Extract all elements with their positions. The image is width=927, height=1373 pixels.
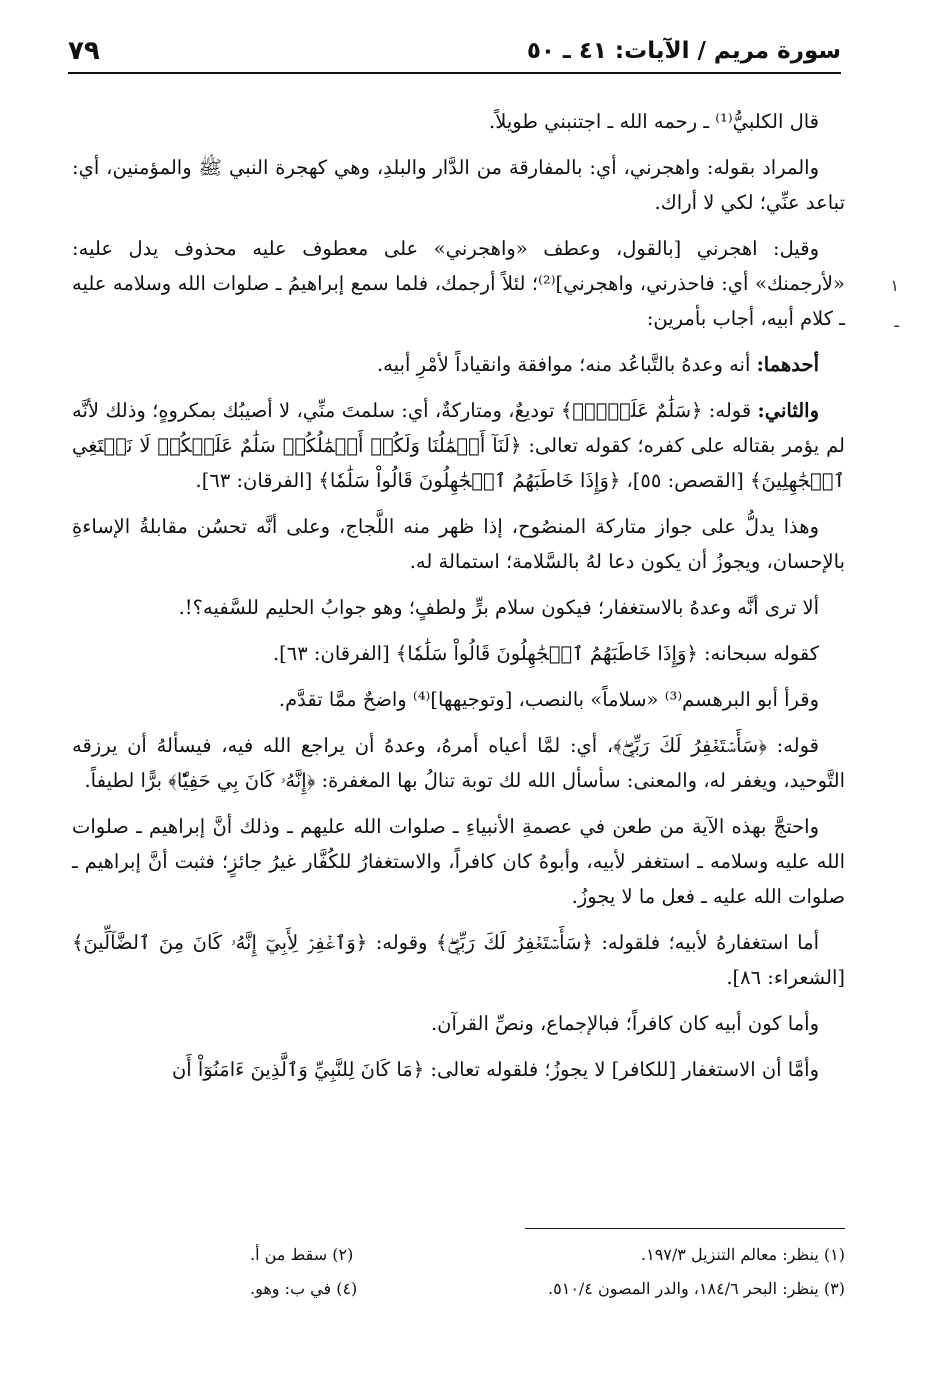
- footnote: (١) ينظر: معالم التنزيل ١٩٧/٣.: [641, 1245, 845, 1264]
- paragraph: كقوله سبحانه: ﴿وَإِذَا خَاطَبَهُمُ ٱلۡجَٰهِلُونَ قَالُواْ سَلَٰمٗا﴾ [الفرقان: ٦٣].: [272, 642, 819, 665]
- paragraph: قوله: ﴿سَأَسۡتَغۡفِرُ لَكَ رَبِّيٓۖ﴾، أي: لمَّا أعياه أمرهُ، وعدهُ أن يراجع الله فيه، فيسألهُ أن يرزقه التَّوحيد، ويغفر له، والمعنى: سأسأل الله لك توبة تنالُ بها المغفرة: ﴿إِنَّهُۥ كَانَ بِي حَفِيّٗا﴾ برًّا لطيفاً.: [72, 734, 845, 792]
- paragraph: والثاني: قوله: ﴿سَلَٰمٌ عَلَيۡكَۖ﴾ توديعٌ، ومتاركةٌ، أي: سلمتَ منِّي، لا أصيبُك بمكروهٍ؛ وذلك لأنَّه لم يؤمر بقتاله على كفره؛ كقوله تعالى: ﴿لَنَآ أَعۡمَٰلُنَا وَلَكُمۡ أَعۡمَٰلُكُمۡ سَلَٰمٌ عَلَيۡكُمۡ لَا نَبۡتَغِي ٱلۡجَٰهِلِينَ﴾ [القصص: ٥٥]، ﴿وَإِذَا خَاطَبَهُمُ ٱلۡجَٰهِلُونَ قَالُواْ سَلَٰمٗا﴾ [الفرقان: ٦٣].: [72, 399, 845, 492]
- paragraph: ألا ترى أنَّه وعدهُ بالاستغفار؛ فيكون سلام برٍّ ولطفٍ؛ وهو جوابُ الحليم للسَّفيه؟!.: [178, 596, 819, 619]
- paragraph: وأمَّا أن الاستغفار [للكافر] لا يجوزُ؛ فلقوله تعالى: ﴿مَا كَانَ لِلنَّبِيِّ وَٱلَّذِينَ ءَامَنُوٓاْ أَن: [171, 1058, 819, 1081]
- paragraph: قال الكلبيُّ⁽¹⁾ ـ رحمه الله ـ اجتنبني طويلاً.: [489, 110, 819, 133]
- footnotes: [250, 1238, 845, 1306]
- margin-mark: ـ: [894, 312, 899, 331]
- paragraph-lead: والثاني:: [757, 399, 819, 422]
- paragraph: أما استغفارهُ لأبيه؛ فلقوله: ﴿سَأَسۡتَغۡفِرُ لَكَ رَبِّيٓۖ﴾ وقوله: ﴿وَٱغۡفِرۡ لِأَبِيٓ إِنَّهُۥ كَانَ مِنَ ٱلضَّآلِّينَ﴾ [الشعراء: ٨٦].: [72, 931, 845, 989]
- running-title: سورة مريم / الآيات: ٤١ ـ ٥٠: [526, 38, 841, 64]
- paragraph: وقرأ أبو البرهسم⁽³⁾ «سلاماً» بالنصب، [وتوجيهها]⁽⁴⁾ واضحٌ ممَّا تقدَّم.: [278, 688, 819, 711]
- footnote: (٣) ينظر: البحر ١٨٤/٦، والدر المصون ٥١٠/٤.: [548, 1279, 845, 1298]
- margin-mark: ١: [890, 276, 899, 295]
- paragraph: وأما كون أبيه كان كافراً؛ فبالإجماع، ونصِّ القرآن.: [430, 1012, 819, 1035]
- page-number: ٧٩: [68, 36, 100, 66]
- paragraph: والمراد بقوله: واهجرني، أي: بالمفارقة من الدَّار والبلدِ، وهي كهجرة النبي ﷺ والمؤمنين، أي: تباعد عنِّي؛ لكي لا أراك.: [72, 156, 845, 214]
- paragraph: وهذا يدلُّ على جواز متاركة المنصُوح، إذا ظهر منه اللَّجاج، وعلى أنَّه تحسُن مقابلةُ الإساءةِ بالإحسان، ويجوزُ أن يكون دعا لهُ بالسَّلامة؛ استمالة له.: [72, 515, 845, 573]
- header-rule: [68, 72, 841, 74]
- paragraph: أحدهما: أنه وعدهُ بالتَّباعُد منه؛ موافقة وانقياداً لأمْرِ أبيه.: [376, 353, 819, 376]
- paragraph-lead: أحدهما:: [756, 353, 819, 376]
- paragraph: وقيل: اهجرني [بالقول، وعطف «واهجرني» على معطوف عليه محذوف يدل عليه: «لأرجمنك» أي: فاحذرني، واهجرني]⁽²⁾؛ لئلاً أرجمك، فلما سمع إبراهيمُ ـ صلوات الله وسلامه عليه ـ كلام أبيه، أجاب بأمرين:: [72, 237, 845, 330]
- footnote: (٢) سقط من أ.: [250, 1245, 354, 1264]
- footnote: (٤) في ب: وهو.: [250, 1279, 358, 1298]
- page-header: [68, 32, 841, 76]
- paragraph: واحتجَّ بهذه الآية من طعن في عصمةِ الأنبياءِ ـ صلوات الله عليهم ـ وذلك أنَّ إبراهيم ـ صلوات الله عليه وسلامه ـ استغفر لأبيه، وأبوهُ كان كافراً، والاستغفارُ للكُفَّار غيرُ جائزٍ؛ فثبت أنَّ إبراهيم ـ صلوات الله عليه ـ فعل ما لا يجوزُ.: [72, 815, 845, 908]
- footnote-row: [250, 1238, 845, 1272]
- footnote-rule: [525, 1228, 845, 1229]
- footnote-row: [250, 1272, 845, 1306]
- main-text: [72, 104, 845, 1098]
